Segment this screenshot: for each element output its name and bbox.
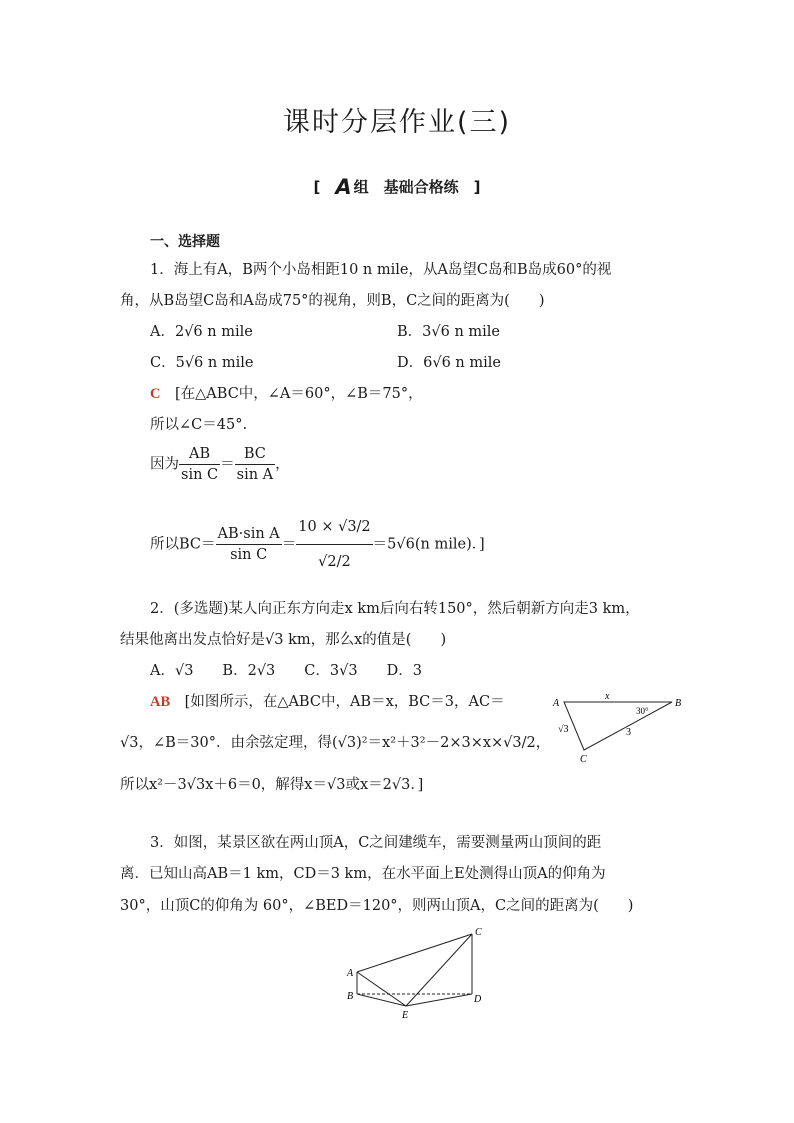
q1-option-d: D．6√6 n mile: [397, 355, 501, 371]
group-badge: A: [335, 175, 352, 199]
q2-answer: AB: [150, 694, 171, 710]
q1-sol4-pre: 所以BC＝: [150, 536, 216, 553]
point-a-label: A: [347, 968, 354, 979]
bracket-right: ]: [458, 178, 481, 196]
q1-solution-line1: [150, 384, 423, 404]
q2-sol1-text: [如图所示，在△ABC中，AB＝x，BC＝3，AC＝: [184, 694, 505, 710]
fraction-bc-sina: [235, 444, 276, 485]
q1-option-a: A．2√6 n mile: [150, 324, 253, 340]
q1-sol4-post: ＝5√6(n mile)．]: [372, 536, 485, 553]
q1-option-b: B．3√6 n mile: [397, 324, 501, 340]
fraction-absina-sinc: [216, 524, 282, 565]
triangle-abc: [564, 702, 672, 750]
group-label: 组 基础合格练: [353, 178, 459, 196]
vertex-c-label: C: [580, 754, 587, 765]
vertex-a-label: A: [553, 698, 560, 709]
point-c-label: C: [475, 927, 482, 938]
q2-triangle-figure: [548, 690, 688, 765]
q2-line1: 2．(多选题)某人向正东方向走x km后向右转150°，然后朝新方向走3 km，: [150, 601, 640, 617]
fraction-denominator: sin C: [230, 547, 268, 563]
bracket-left: [: [313, 178, 336, 196]
q2-solution-line1: [150, 692, 505, 712]
q3-line1: 3．如图，某景区欲在两山顶A，C之间建缆车，需要测量两山顶间的距: [150, 835, 602, 851]
q3-line2: 离．已知山高AB＝1 km，CD＝3 km，在水平面上E处测得山顶A的仰角为: [120, 866, 606, 882]
line-be: [357, 994, 406, 1006]
point-b-label: B: [347, 991, 354, 1002]
compound-numerator: 10 × √3/2: [296, 510, 372, 545]
q1-sol3-pre: 因为: [150, 456, 179, 473]
q1-option-c: C．5√6 n mile: [150, 355, 254, 371]
q1-line2: 角，从B岛望C岛和A岛成75°的视角，则B，C之间的距离为( ): [120, 293, 545, 309]
side-bc-label: 3: [626, 727, 631, 738]
vertex-b-label: B: [675, 698, 682, 709]
q1-sol1-text: [在△ABC中，∠A＝60°，∠B＝75°，: [174, 386, 423, 402]
q2-solution-line3: 所以x²－3√3x＋6＝0，解得x＝√3或x＝2√3．]: [120, 777, 424, 793]
section-heading: 一、选择题: [150, 234, 220, 250]
q2-solution-line2: √3，∠B＝30°．由余弦定理，得(√3)²＝x²＋3²－2×3×x×√3/2，: [120, 735, 551, 751]
angle-b-label: 30°: [636, 706, 649, 716]
point-d-label: D: [474, 994, 482, 1005]
fraction-denominator: sin C: [181, 467, 219, 483]
fraction-numerator: AB: [179, 444, 220, 465]
q2-options: A．√3 B．2√3 C．3√3 D．3: [150, 663, 422, 679]
q3-mountain-figure: [340, 922, 500, 1022]
fraction-ab-sinc: [179, 444, 220, 485]
equals-sign: ＝: [220, 456, 235, 473]
equals-sign: ＝: [281, 536, 297, 553]
compound-fraction: [296, 510, 372, 579]
q1-solution-line4: [150, 510, 485, 579]
side-ab-label: x: [605, 691, 610, 702]
fraction-numerator: BC: [235, 444, 276, 465]
q1-answer: C: [150, 386, 161, 402]
q1-sol3-post: ，: [275, 456, 290, 473]
q1-solution-line3: [150, 444, 290, 485]
compound-denominator: √2/2: [318, 554, 351, 570]
fraction-numerator: AB·sin A: [216, 524, 282, 545]
q3-line3: 30°，山顶C的仰角为 60°，∠BED＝120°，则两山顶A，C之间的距离为( ): [120, 898, 634, 914]
q1-line1: 1．海上有A，B两个小岛相距10 n mile，从A岛望C岛和B岛成60°的视: [150, 262, 612, 278]
q1-solution-line2: 所以∠C＝45°.: [150, 417, 248, 433]
side-ac-label: √3: [558, 724, 569, 735]
point-e-label: E: [402, 1010, 409, 1021]
group-header: [0, 175, 794, 199]
fraction-denominator: sin A: [236, 467, 274, 483]
q2-line2: 结果他离出发点恰好是√3 km，那么x的值是( ): [120, 632, 447, 648]
line-ae: [357, 972, 406, 1006]
page-title: 课时分层作业(三): [282, 107, 512, 138]
